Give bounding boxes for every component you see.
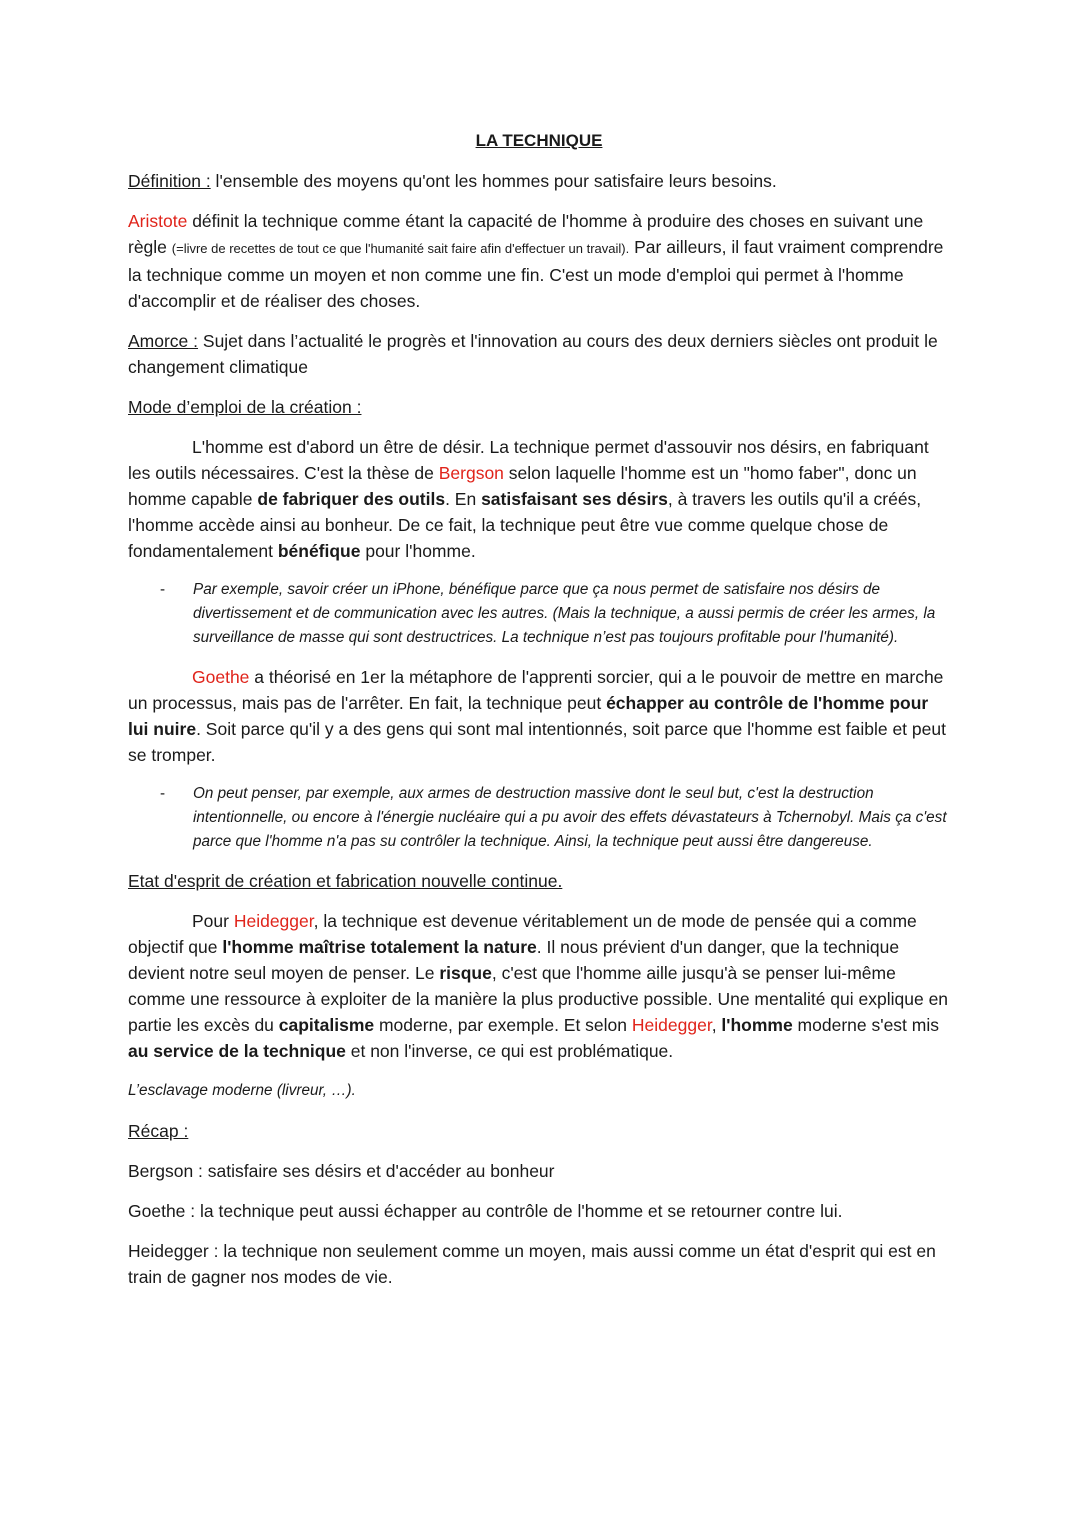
definition-label: Définition : xyxy=(128,171,211,191)
heidegger-bold-5: au service de la technique xyxy=(128,1041,346,1061)
bullet-text: On peut penser, par exemple, aux armes de destruction massive dont le seul but, c'est la destruction intentionnelle, ou encore à l'énergie nucléaire qui a pu avoir des effets dévastateurs à Tchernobyl. Mais ça c'est parce que l'homme n'a pas su contrôler la technique. Ainsi, la technique peut aussi être dangereuse. xyxy=(193,785,947,850)
recap-heading-text: Récap : xyxy=(128,1121,189,1141)
heidegger-text-5: moderne, par exemple. Et selon xyxy=(374,1015,632,1035)
amorce-paragraph xyxy=(128,328,950,380)
aristote-note: (=livre de recettes de tout ce que l'humanité sait faire afin d'effectuer un travail). xyxy=(171,241,630,256)
bullet-dash: - xyxy=(160,581,166,598)
heidegger-text-8: et non l'inverse, ce qui est problématique. xyxy=(345,1041,674,1061)
heidegger-text-3: . Il nous prévient d'un danger, que la technique devient notre seul moyen de penser. Le xyxy=(128,937,900,983)
heidegger-bold-4: l'homme xyxy=(721,1015,793,1035)
esclavage-note: L’esclavage moderne (livreur, …). xyxy=(128,1082,356,1099)
definition-text: l'ensemble des moyens qu'ont les hommes pour satisfaire leurs besoins. xyxy=(210,171,777,191)
bergson-text-4: , à travers les outils qu'il a créés, l'homme accède ainsi au bonheur. De ce fait, la technique peut être vue comme quelque chose de fondamentalement xyxy=(128,489,922,561)
bergson-text-1: L'homme est d'abord un être de désir. La technique permet d'assouvir nos désirs, en fabriquant les outils nécessaires. C'est la thèse de xyxy=(128,437,929,483)
example-bullet-armes xyxy=(128,782,950,854)
goethe-paragraph xyxy=(128,664,950,768)
heidegger-text-7: moderne s'est mis xyxy=(792,1015,939,1035)
example-bullet-iphone xyxy=(128,578,950,650)
author-bergson: Bergson xyxy=(438,463,504,483)
goethe-text-2: . Soit parce qu'il y a des gens qui sont mal intentionnés, soit parce que l'homme est faible et peut se tromper. xyxy=(128,719,946,765)
recap-heading xyxy=(128,1118,950,1144)
recap-item-bergson: Bergson : satisfaire ses désirs et d'accéder au bonheur xyxy=(128,1161,555,1181)
bergson-bold-1: de fabriquer des outils xyxy=(257,489,446,509)
author-heidegger-2: Heidegger xyxy=(631,1015,712,1035)
aristote-paragraph xyxy=(128,208,950,314)
amorce-label: Amorce : xyxy=(128,331,199,351)
heidegger-bold-3: capitalisme xyxy=(278,1015,375,1035)
bergson-text-5: pour l'homme. xyxy=(360,541,476,561)
definition-paragraph xyxy=(128,168,950,194)
section-heading-etat-esprit-text: Etat d'esprit de création et fabrication nouvelle continue. xyxy=(128,871,563,891)
aristote-text-1: définit la technique comme étant la capacité de l'homme à produire des choses en suivant une règle xyxy=(128,211,924,257)
heidegger-text-2: , la technique est devenue véritablement un de mode de pensée qui a comme objectif que xyxy=(128,911,917,957)
document-body xyxy=(128,128,950,1304)
bergson-bold-3: bénéfique xyxy=(277,541,361,561)
goethe-bold-1: échapper au contrôle de l'homme pour lui nuire xyxy=(128,693,929,739)
section-heading-mode-emploi xyxy=(128,394,950,420)
bergson-text-3: . En xyxy=(445,489,482,509)
bullet-text: Par exemple, savoir créer un iPhone, bénéfique parce que ça nous permet de satisfaire nos désirs de divertissement et de communication avec les autres. (Mais la technique, a aussi permis de créer les armes, la surveillance de masse qui sont destructrices. La technique n’est pas toujours profitable pour l'humanité). xyxy=(193,581,936,646)
author-goethe: Goethe xyxy=(192,667,250,687)
bergson-paragraph xyxy=(128,434,950,564)
author-heidegger: Heidegger xyxy=(233,911,314,931)
heidegger-text-1: Pour xyxy=(192,911,234,931)
section-heading-etat-esprit xyxy=(128,868,950,894)
author-aristote: Aristote xyxy=(128,211,188,231)
section-heading-mode-emploi-text: Mode d’emploi de la création : xyxy=(128,397,362,417)
aristote-text-2: Par ailleurs, il faut vraiment comprendre la technique comme un moyen et non comme une fin. C'est un mode d'emploi qui permet à l'homme d'accomplir et de réaliser des choses. xyxy=(128,237,944,311)
heidegger-text-6: , xyxy=(711,1015,722,1035)
recap-item-goethe: Goethe : la technique peut aussi échapper au contrôle de l'homme et se retourner contre lui. xyxy=(128,1201,843,1221)
bullet-dash: - xyxy=(160,785,166,802)
heidegger-bold-1: l'homme maîtrise totalement la nature xyxy=(222,937,537,957)
amorce-text: Sujet dans l’actualité le progrès et l'innovation au cours des deux derniers siècles ont produit le changement climatique xyxy=(128,331,938,377)
heidegger-bold-2: risque xyxy=(439,963,492,983)
recap-item-heidegger: Heidegger : la technique non seulement comme un moyen, mais aussi comme un état d'esprit qui est en train de gagner nos modes de vie. xyxy=(128,1241,936,1287)
bergson-bold-2: satisfaisant ses désirs xyxy=(481,489,668,509)
goethe-text-1: a théorisé en 1er la métaphore de l'apprenti sorcier, qui a le pouvoir de mettre en marche un processus, mais pas de l'arrêter. En fait, la technique peut xyxy=(128,667,944,713)
heidegger-text-4: , c'est que l'homme aille jusqu'à se penser lui-même comme une ressource à exploiter de la manière la plus productive possible. Une mentalité qui explique en partie les excès du xyxy=(128,963,949,1035)
page-title: LA TECHNIQUE xyxy=(475,131,603,150)
bergson-text-2: selon laquelle l'homme est un "homo faber", donc un homme capable xyxy=(128,463,917,509)
heidegger-paragraph xyxy=(128,908,950,1064)
